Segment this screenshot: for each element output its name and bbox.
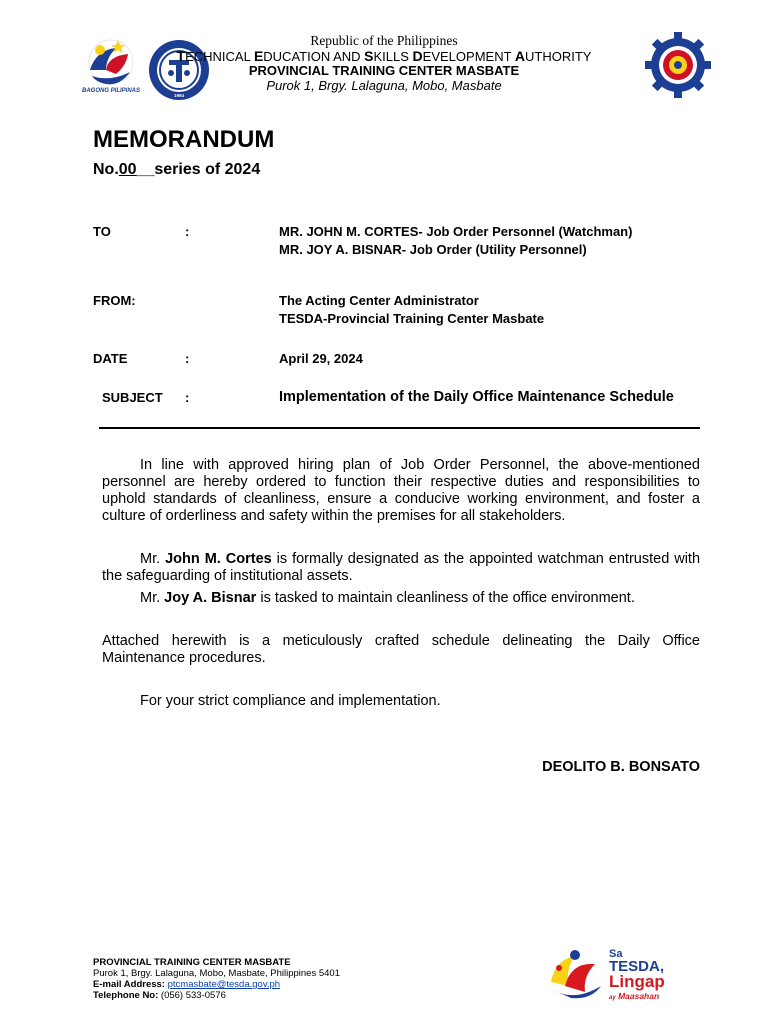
footer-address: Purok 1, Brgy. Lalaguna, Mobo, Masbate, Philippines 5401	[93, 968, 340, 979]
footer-phone: Telephone No: (056) 533-0576	[93, 990, 226, 1001]
agency-word: TECHNICAL	[176, 48, 254, 64]
date-colon: :	[185, 351, 190, 366]
watchman-name: John M. Cortes	[165, 551, 272, 567]
subject-colon: :	[185, 390, 190, 405]
email-link[interactable]: ptcmasbate@tesda.gov.ph	[167, 979, 281, 990]
body-paragraph-2: Mr. John M. Cortes is formally designated as the appointed watchman entrusted with the safeguarding of institutional assets.	[102, 551, 701, 584]
agency-word: SKILLS	[364, 48, 413, 64]
to-recipient: MR. JOHN M. CORTES- Job Order Personnel (Watchman)	[279, 224, 633, 239]
utility-name: Joy A. Bisnar	[164, 590, 257, 606]
agency-word: AUTHORITY	[514, 48, 592, 64]
from-line: The Acting Center Administrator	[279, 293, 479, 308]
subject-label: SUBJECT	[102, 390, 163, 405]
body-paragraph-3: Mr. Joy A. Bisnar is tasked to maintain cleanliness of the office environment.	[140, 590, 635, 606]
slogan-lingap: Lingap	[609, 972, 665, 991]
date-value: April 29, 2024	[279, 351, 363, 366]
to-colon: :	[185, 224, 190, 239]
republic-line: Republic of the Philippines	[310, 33, 458, 48]
memo-title: MEMORANDUM	[93, 126, 275, 153]
subject-value: Implementation of the Daily Office Maintenance Schedule	[279, 389, 674, 405]
agency-word: DEVELOPMENT	[412, 48, 515, 64]
center-address: Purok 1, Brgy. Lalaguna, Mobo, Masbate	[266, 78, 502, 93]
seal-year: 1994	[173, 93, 184, 98]
center-name: PROVINCIAL TRAINING CENTER MASBATE	[248, 63, 520, 78]
body-paragraph-4: Attached herewith is a meticulously crafted schedule delineating the Daily Office Maintenance procedures.	[102, 633, 700, 666]
body-paragraph-1: In line with approved hiring plan of Job Order Personnel, the above-mentioned personnel are hereby ordered to function their respective duties and responsibilities to uphold standards of cleanliness, ensure a conducive working environment, and foster a culture of orderliness and safety within the premises for all stakeholders.	[102, 457, 700, 524]
slogan-sa: Sa	[609, 948, 623, 960]
footer-center-name: PROVINCIAL TRAINING CENTER MASBATE	[93, 957, 291, 968]
body-paragraph-5: For your strict compliance and implementation.	[140, 693, 441, 709]
lingap-logo	[545, 946, 685, 1002]
date-label: DATE	[93, 351, 128, 366]
agency-name	[0, 48, 768, 64]
to-label: TO	[93, 224, 111, 239]
signatory-name: DEOLITO B. BONSATO	[542, 759, 700, 775]
bagong-pilipinas-caption: BAGONG PILIPINAS	[81, 88, 140, 94]
footer-email: E-mail Address: ptcmasbate@tesda.gov.ph	[93, 979, 281, 990]
memo-number: No.00__series of 2024	[93, 161, 261, 178]
from-label: FROM:	[93, 293, 136, 308]
slogan-maasahan: ay Maasahan	[609, 991, 660, 1001]
agency-word: EDUCATION AND	[253, 48, 365, 64]
to-recipient: MR. JOY A. BISNAR- Job Order (Utility Personnel)	[279, 242, 587, 257]
from-line: TESDA-Provincial Training Center Masbate	[279, 311, 545, 326]
slogan-tesda: TESDA,	[609, 958, 665, 975]
subject-divider	[99, 427, 700, 429]
